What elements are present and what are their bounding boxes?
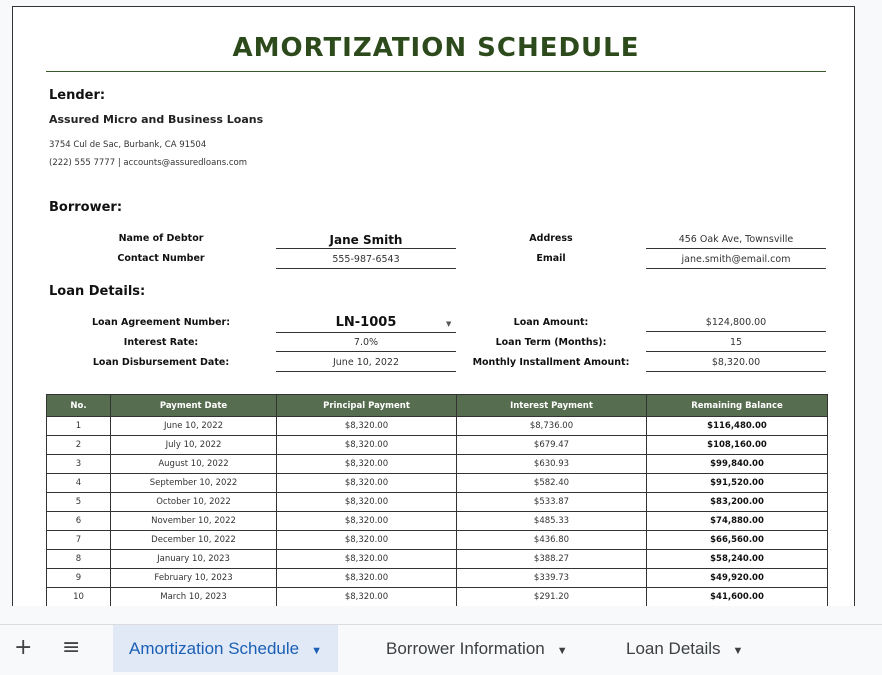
debtor-name-label: Name of Debtor bbox=[118, 233, 204, 244]
cell-principal[interactable]: $8,320.00 bbox=[277, 474, 457, 493]
tab-label: Loan Details bbox=[626, 639, 721, 658]
cell-payment-date[interactable]: June 10, 2022 bbox=[111, 417, 277, 436]
table-row bbox=[47, 455, 828, 474]
cell-payment-date[interactable]: January 10, 2023 bbox=[111, 550, 277, 569]
table-row bbox=[47, 550, 828, 569]
agreement-number-label: Loan Agreement Number: bbox=[91, 317, 231, 328]
interest-rate-value[interactable]: 7.0% bbox=[276, 335, 456, 352]
tab-label: Borrower Information bbox=[386, 639, 545, 658]
cell-principal[interactable]: $8,320.00 bbox=[277, 531, 457, 550]
cell-balance[interactable]: $74,880.00 bbox=[647, 512, 828, 531]
cell-payment-date[interactable]: November 10, 2022 bbox=[111, 512, 277, 531]
address-label: Address bbox=[529, 233, 573, 244]
table-row bbox=[47, 493, 828, 512]
lender-heading: Lender: bbox=[49, 88, 106, 103]
table-header-row bbox=[47, 395, 828, 417]
cell-principal[interactable]: $8,320.00 bbox=[277, 512, 457, 531]
sheet-tab-bar bbox=[0, 624, 882, 672]
monthly-installment-label: Monthly Installment Amount: bbox=[472, 357, 630, 368]
table-row bbox=[47, 588, 828, 607]
cell-payment-date[interactable]: February 10, 2023 bbox=[111, 569, 277, 588]
cell-interest[interactable]: $485.33 bbox=[457, 512, 647, 531]
loan-amount-label: Loan Amount: bbox=[513, 317, 589, 328]
cell-balance[interactable]: $116,480.00 bbox=[647, 417, 828, 436]
cell-payment-date[interactable]: December 10, 2022 bbox=[111, 531, 277, 550]
cell-no[interactable]: 7 bbox=[47, 531, 111, 550]
page-title: AMORTIZATION SCHEDULE bbox=[232, 33, 640, 63]
debtor-name-value[interactable]: Jane Smith bbox=[276, 232, 456, 249]
header-no[interactable]: No. bbox=[47, 395, 111, 417]
contact-number-value[interactable]: 555-987-6543 bbox=[276, 252, 456, 269]
cell-balance[interactable]: $41,600.00 bbox=[647, 588, 828, 607]
amortization-table bbox=[46, 394, 828, 606]
cell-no[interactable]: 1 bbox=[47, 417, 111, 436]
loan-amount-value[interactable]: $124,800.00 bbox=[646, 315, 826, 332]
cell-principal[interactable]: $8,320.00 bbox=[277, 493, 457, 512]
cell-interest[interactable]: $8,736.00 bbox=[457, 417, 647, 436]
cell-principal[interactable]: $8,320.00 bbox=[277, 550, 457, 569]
header-principal-payment[interactable]: Principal Payment bbox=[277, 395, 457, 417]
table-row bbox=[47, 512, 828, 531]
tab-dropdown-icon[interactable]: ▼ bbox=[732, 645, 744, 657]
loan-term-value[interactable]: 15 bbox=[646, 335, 826, 352]
lender-contact: (222) 555 7777 | accounts@assuredloans.com bbox=[49, 158, 248, 168]
cell-balance[interactable]: $99,840.00 bbox=[647, 455, 828, 474]
agreement-number-dropdown[interactable]: LN-1005 bbox=[276, 314, 456, 333]
table-row bbox=[47, 436, 828, 455]
hamburger-menu-icon[interactable]: ≡ bbox=[62, 635, 81, 660]
cell-interest[interactable]: $582.40 bbox=[457, 474, 647, 493]
header-payment-date[interactable]: Payment Date bbox=[111, 395, 277, 417]
address-value[interactable]: 456 Oak Ave, Townsville bbox=[646, 232, 826, 249]
contact-number-label: Contact Number bbox=[117, 253, 205, 264]
cell-interest[interactable]: $291.20 bbox=[457, 588, 647, 607]
tab-amortization-schedule[interactable] bbox=[113, 625, 338, 672]
cell-no[interactable]: 3 bbox=[47, 455, 111, 474]
table-row bbox=[47, 417, 828, 436]
cell-no[interactable]: 10 bbox=[47, 588, 111, 607]
cell-balance[interactable]: $66,560.00 bbox=[647, 531, 828, 550]
disbursement-date-label: Loan Disbursement Date: bbox=[92, 357, 230, 368]
cell-interest[interactable]: $339.73 bbox=[457, 569, 647, 588]
title-divider bbox=[46, 71, 826, 72]
spreadsheet-sheet bbox=[12, 6, 855, 606]
tab-dropdown-icon[interactable]: ▼ bbox=[556, 645, 568, 657]
cell-principal[interactable]: $8,320.00 bbox=[277, 588, 457, 607]
cell-principal[interactable]: $8,320.00 bbox=[277, 436, 457, 455]
interest-rate-label: Interest Rate: bbox=[123, 337, 199, 348]
cell-no[interactable]: 8 bbox=[47, 550, 111, 569]
table-row bbox=[47, 474, 828, 493]
tab-loan-details[interactable] bbox=[610, 625, 759, 672]
loan-term-label: Loan Term (Months): bbox=[495, 337, 607, 348]
cell-interest[interactable]: $436.80 bbox=[457, 531, 647, 550]
cell-payment-date[interactable]: July 10, 2022 bbox=[111, 436, 277, 455]
monthly-installment-value[interactable]: $8,320.00 bbox=[646, 355, 826, 372]
header-remaining-balance[interactable]: Remaining Balance bbox=[647, 395, 828, 417]
disbursement-date-value[interactable]: June 10, 2022 bbox=[276, 355, 456, 372]
cell-principal[interactable]: $8,320.00 bbox=[277, 455, 457, 474]
cell-balance[interactable]: $83,200.00 bbox=[647, 493, 828, 512]
borrower-heading: Borrower: bbox=[49, 200, 123, 215]
cell-no[interactable]: 4 bbox=[47, 474, 111, 493]
loan-details-heading: Loan Details: bbox=[49, 284, 146, 299]
dropdown-caret-icon[interactable]: ▼ bbox=[446, 320, 452, 328]
lender-name: Assured Micro and Business Loans bbox=[49, 113, 264, 126]
cell-interest[interactable]: $679.47 bbox=[457, 436, 647, 455]
cell-no[interactable]: 9 bbox=[47, 569, 111, 588]
cell-balance[interactable]: $49,920.00 bbox=[647, 569, 828, 588]
cell-no[interactable]: 6 bbox=[47, 512, 111, 531]
email-value[interactable]: jane.smith@email.com bbox=[646, 252, 826, 269]
cell-balance[interactable]: $91,520.00 bbox=[647, 474, 828, 493]
cell-payment-date[interactable]: September 10, 2022 bbox=[111, 474, 277, 493]
cell-interest[interactable]: $533.87 bbox=[457, 493, 647, 512]
header-interest-payment[interactable]: Interest Payment bbox=[457, 395, 647, 417]
cell-balance[interactable]: $58,240.00 bbox=[647, 550, 828, 569]
cell-principal[interactable]: $8,320.00 bbox=[277, 569, 457, 588]
tab-dropdown-icon[interactable]: ▼ bbox=[311, 645, 322, 657]
cell-payment-date[interactable]: March 10, 2023 bbox=[111, 588, 277, 607]
cell-payment-date[interactable]: August 10, 2022 bbox=[111, 455, 277, 474]
cell-balance[interactable]: $108,160.00 bbox=[647, 436, 828, 455]
lender-address: 3754 Cul de Sac, Burbank, CA 91504 bbox=[49, 140, 207, 150]
plus-icon[interactable]: + bbox=[14, 635, 33, 660]
cell-payment-date[interactable]: October 10, 2022 bbox=[111, 493, 277, 512]
cell-interest[interactable]: $630.93 bbox=[457, 455, 647, 474]
cell-no[interactable]: 5 bbox=[47, 493, 111, 512]
tab-borrower-information[interactable] bbox=[370, 625, 584, 672]
table-row bbox=[47, 569, 828, 588]
cell-no[interactable]: 2 bbox=[47, 436, 111, 455]
cell-principal[interactable]: $8,320.00 bbox=[277, 417, 457, 436]
email-label: Email bbox=[536, 253, 566, 264]
table-row bbox=[47, 531, 828, 550]
tab-label: Amortization Schedule bbox=[129, 639, 300, 658]
cell-interest[interactable]: $388.27 bbox=[457, 550, 647, 569]
